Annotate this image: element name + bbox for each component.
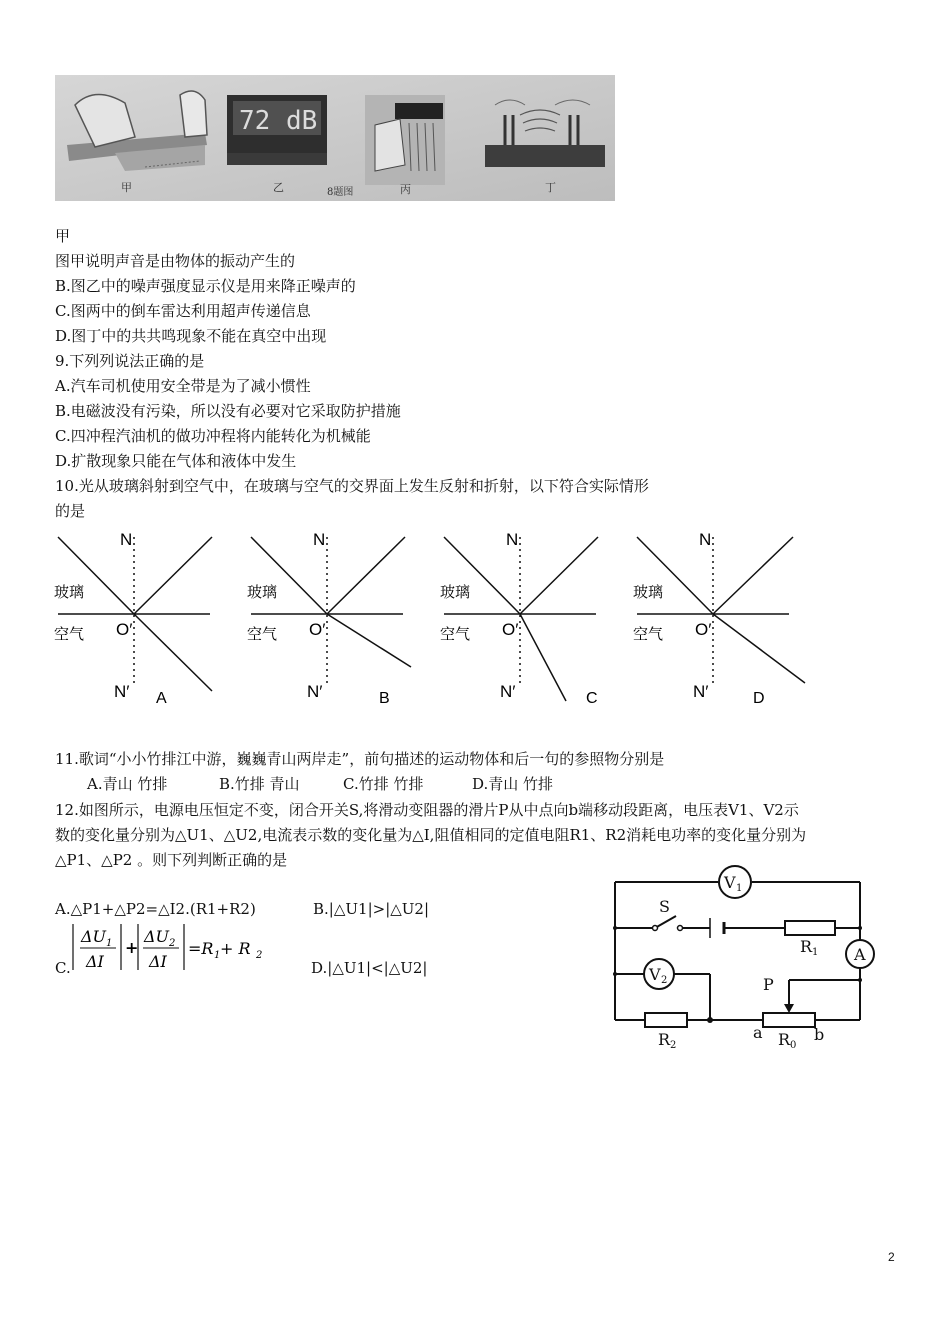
q10-b-normal-bottom: N′ [307, 682, 323, 701]
formula-du1: ΔU [81, 927, 107, 946]
q10-b-point-o: O′ [309, 620, 326, 639]
q10-b-air-label: 空气 [247, 626, 278, 643]
q10-d-glass-label: 玻璃 [633, 584, 664, 601]
figure8-yi-illustration [227, 95, 327, 165]
q10-a-point-o: O′ [116, 620, 133, 639]
formula-di-1: ΔI [86, 952, 104, 971]
q10-a-option-label: A [156, 690, 167, 707]
q10-d-point-o: O′ [695, 620, 712, 639]
ammeter-label: A [854, 945, 866, 964]
q12-option-a: A.△P1+△P2=△I2.(R1+R2) [55, 900, 256, 918]
q8-option-a: 图甲说明声音是由物体的振动产生的 [55, 252, 296, 270]
q10-a-normal-top: N [120, 530, 133, 549]
q9-stem: 9.下列列说法正确的是 [55, 352, 205, 370]
q10-c-point-o: O′ [502, 620, 519, 639]
q12-option-b: B.|△U1|>|△U2| [313, 900, 430, 918]
switch-label: S [659, 897, 670, 916]
formula-du2-sub: 2 [169, 938, 176, 949]
formula-r2-sub: 2 [256, 950, 263, 961]
q11-stem: 11.歌词“小小竹排江中游，巍巍青山两岸走”，前句描述的运动物体和后一句的参照物分别是 [55, 750, 665, 768]
v2-label-sub: 2 [661, 975, 668, 986]
q9-option-c: C.四冲程汽油机的做功冲程将内能转化为机械能 [55, 427, 371, 445]
figure8-photo [55, 75, 615, 201]
q9-option-d: D.扩散现象只能在气体和液体中发生 [55, 452, 297, 470]
q10-ray-diagrams [50, 525, 830, 710]
q11-option-c: C.竹排 竹排 [343, 775, 424, 793]
q10-c-normal-top: N [506, 530, 519, 549]
figure8-label-jia: 甲 [121, 181, 132, 194]
v1-label: V [724, 873, 736, 892]
rheostat-end-a: a [753, 1023, 763, 1042]
slider-label: P [763, 975, 774, 994]
q10-d-option-label: D [753, 690, 765, 707]
formula-du2: ΔU [144, 927, 170, 946]
formula-rhs: =R [188, 939, 214, 958]
q11-option-d: D.青山 竹排 [472, 775, 554, 793]
q9-option-a: A.汽车司机使用安全带是为了减小惯性 [55, 377, 311, 395]
r2-label: R [658, 1030, 671, 1049]
q10-a-glass-label: 玻璃 [54, 584, 85, 601]
q10-c-option-label: C [586, 690, 598, 707]
q12-stem-1: 12.如图所示，电源电压恒定不变，闭合开关S,将滑动变阻器的滑片P从中点向b端移动段距离，电压表V1、V2示 [55, 801, 799, 819]
formula-plus: + [125, 938, 139, 957]
q11-option-a: A.青山 竹排 [87, 775, 168, 793]
rheostat-r0 [763, 1013, 815, 1027]
q12-option-c-formula [70, 922, 270, 974]
r0-label-sub: 0 [790, 1040, 797, 1051]
q8-option-c: C.图两中的倒车雷达利用超声传递信息 [55, 302, 311, 320]
formula-du1-sub: 1 [106, 938, 113, 949]
q12-circuit-diagram [600, 862, 890, 1052]
formula-r1-sub: 1 [214, 950, 221, 961]
q10-stem-2: 的是 [55, 502, 86, 520]
resistor-r2 [645, 1013, 687, 1027]
v1-label-sub: 1 [736, 883, 743, 894]
slider-arrow [784, 1004, 794, 1013]
q8-option-d: D.图丁中的共共鸣现象不能在真空中出现 [55, 327, 327, 345]
q10-b-option-label: B [379, 690, 390, 707]
figure8-label-bing: 丙 [400, 183, 411, 196]
q11-option-b: B.竹排 青山 [219, 775, 300, 793]
q10-c-glass-label: 玻璃 [440, 584, 471, 601]
q12-stem-2: 数的变化量分别为△U1、△U2,电流表示数的变化量为△I,阻值相同的定值电阻R1、R2消耗电功率的变化量分别为 [55, 826, 807, 844]
q10-b-glass-label: 玻璃 [247, 584, 278, 601]
q10-d-air-label: 空气 [633, 626, 664, 643]
q8-option-b: B.图乙中的噪声强度显示仪是用来降正噪声的 [55, 277, 356, 295]
r1-label: R [800, 937, 813, 956]
resistor-r1 [785, 921, 835, 935]
figure8-label-yi: 乙 [273, 181, 284, 194]
q8-lead: 甲 [55, 227, 71, 245]
q10-diagram-a [54, 530, 212, 707]
q12-stem-3: △P1、△P2 。则下列判断正确的是 [55, 851, 288, 869]
q10-a-normal-bottom: N′ [114, 682, 130, 701]
q10-c-air-label: 空气 [440, 626, 471, 643]
rheostat-end-b: b [814, 1025, 825, 1044]
r1-label-sub: 1 [812, 947, 819, 958]
q10-a-air-label: 空气 [54, 626, 85, 643]
figure8-caption: 8题图 [327, 187, 354, 198]
q10-d-normal-top: N [699, 530, 712, 549]
q10-b-normal-top: N [313, 530, 326, 549]
db-meter-text: 72 dB [239, 106, 318, 136]
q10-diagram-b [247, 530, 411, 707]
r0-label: R [778, 1030, 791, 1049]
figure8-label-ding: 丁 [545, 181, 556, 194]
q10-d-normal-bottom: N′ [693, 682, 709, 701]
page-number: 2 [888, 1250, 895, 1264]
formula-plus2: + R [220, 939, 251, 958]
q12-option-d: D.|△U1|<|△U2| [311, 959, 428, 977]
q10-diagram-d [633, 530, 805, 707]
q10-stem-1: 10.光从玻璃斜射到空气中，在玻璃与空气的交界面上发生反射和折射，以下符合实际情形 [55, 477, 649, 495]
r2-label-sub: 2 [670, 1040, 677, 1051]
q10-c-normal-bottom: N′ [500, 682, 516, 701]
formula-di-2: ΔI [149, 952, 167, 971]
figure8-bing-illustration [365, 95, 445, 185]
q9-option-b: B.电磁波没有污染，所以没有必要对它采取防护措施 [55, 402, 401, 420]
q12-option-c-prefix: C. [55, 959, 71, 977]
q10-diagram-c [440, 530, 598, 707]
v2-label: V [649, 965, 661, 984]
